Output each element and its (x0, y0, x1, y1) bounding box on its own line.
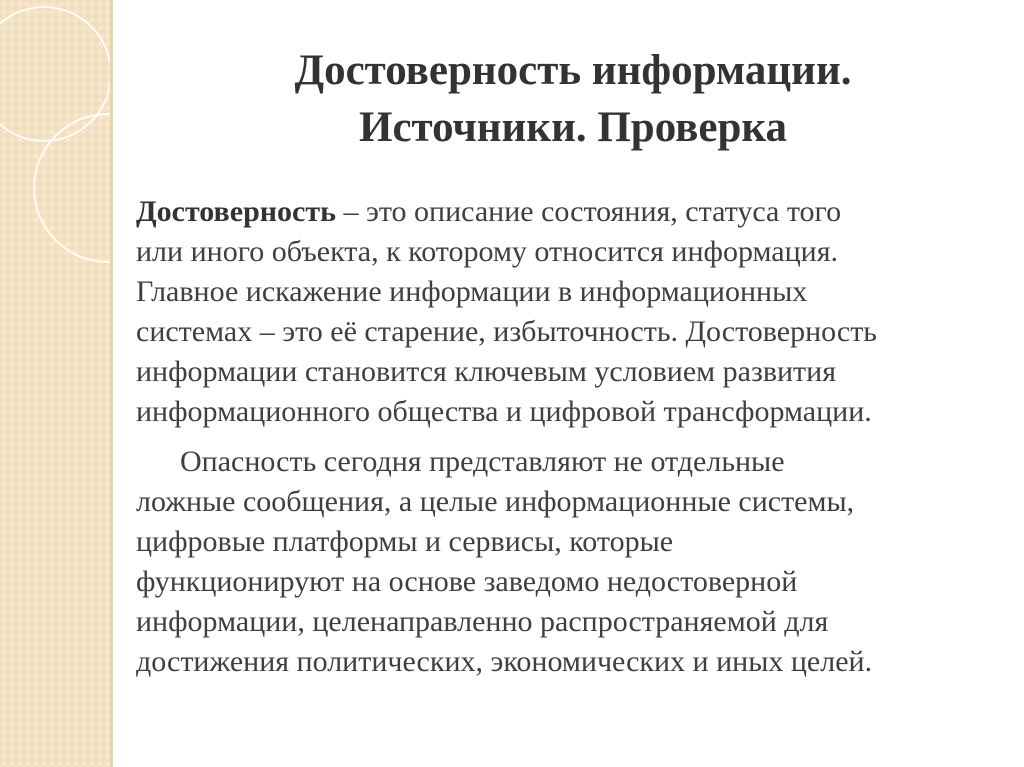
paragraph-line: Опасность сегодня представляют не отдельные (180, 445, 785, 478)
paragraph-line: ложные сообщения, а целые информационные системы, (136, 485, 855, 518)
danger-paragraph (136, 442, 996, 682)
decorative-sidebar (0, 0, 113, 767)
slide-body (136, 192, 996, 682)
slide-title-line-1: Достоверность информации. (294, 47, 852, 94)
paragraph-line: цифровые платформы и сервисы, которые (136, 525, 674, 558)
paragraph-line: информационного общества и цифровой трансформации. (136, 395, 872, 428)
paragraph-line: информации, целенаправленно распространяемой для (136, 605, 829, 638)
decorative-circle-top (0, 7, 111, 141)
slide-content (113, 0, 1024, 767)
definition-paragraph (136, 192, 996, 432)
slide-title-line-2: Источники. Проверка (359, 104, 787, 151)
paragraph-line: функционируют на основе заведомо недостоверной (136, 565, 798, 598)
definition-text: – это описание состояния, статуса того (335, 195, 842, 228)
slide-title (153, 42, 993, 156)
decorative-circles (0, 0, 113, 767)
paragraph-line: системах – это её старение, избыточность. Достоверность (136, 315, 877, 348)
paragraph-line: или иного объекта, к которому относится информация. (136, 235, 838, 268)
paragraph-line (136, 192, 996, 232)
decorative-circle-middle (34, 114, 113, 262)
paragraph-line: информации становится ключевым условием развития (136, 355, 837, 388)
paragraph-line: Главное искажение информации в информационных (136, 275, 808, 308)
paragraph-line: достижения политических, экономических и иных целей. (136, 645, 873, 678)
defined-term: Достоверность (136, 195, 336, 228)
